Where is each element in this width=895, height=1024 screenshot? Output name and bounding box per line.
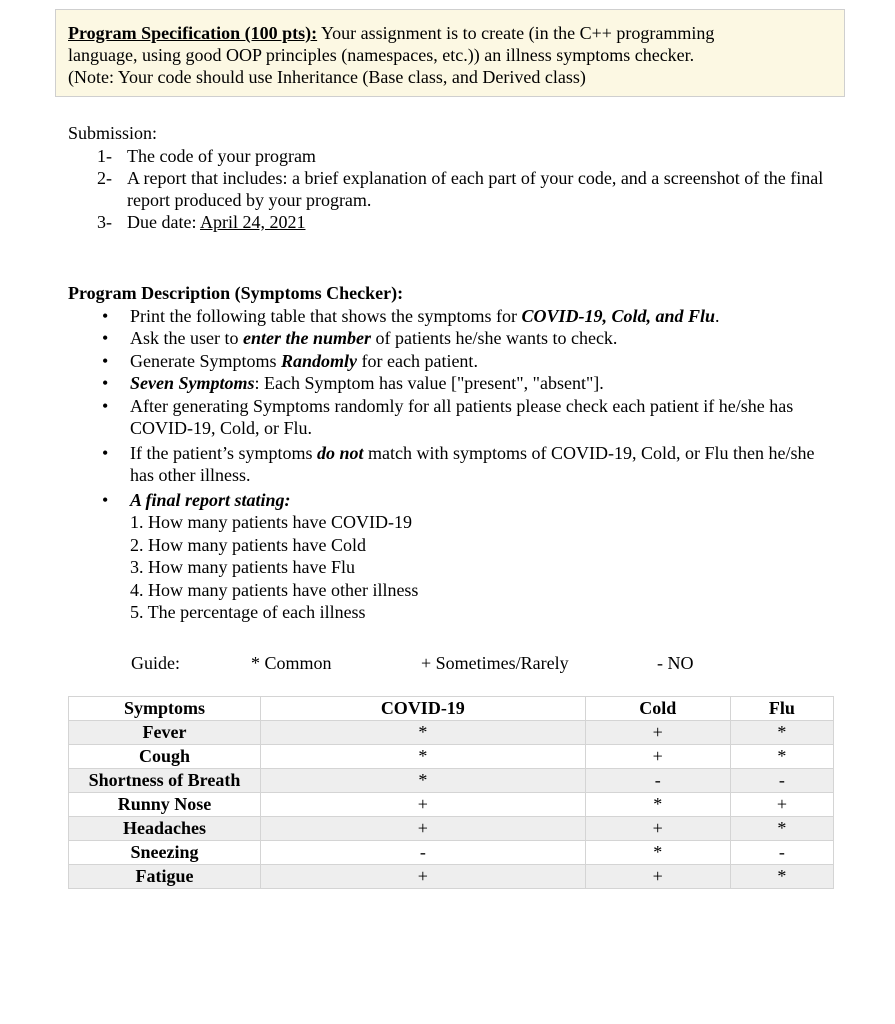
text-run: Print the following table that shows the symptoms for: [130, 305, 522, 326]
text-run: : Each Symptom has value ["present", "absent"].: [254, 373, 604, 393]
symptom-name: Headaches: [69, 817, 261, 841]
symptom-name: Sneezing: [69, 841, 261, 865]
header-cold: Cold: [585, 697, 730, 721]
covid-cell: +: [261, 817, 586, 841]
report-item: 2. How many patients have Cold: [130, 534, 366, 555]
header-covid: COVID-19: [261, 697, 586, 721]
emphasis: Randomly: [280, 350, 357, 371]
header-symptoms: Symptoms: [69, 697, 261, 721]
symptom-name: Cough: [69, 745, 261, 769]
spec-line-1: [68, 22, 832, 44]
text-run: Generate Symptoms: [130, 350, 281, 371]
table-row: [69, 841, 834, 865]
item-number: 1-: [97, 146, 112, 166]
item-text: A report that includes: a brief explanation of each part of your code, and a screenshot of the final report produced by your program.: [127, 168, 824, 210]
item-text: [127, 211, 837, 233]
table-row: [69, 721, 834, 745]
cold-cell: +: [585, 865, 730, 889]
bullet-text: [130, 327, 838, 350]
bullet-item: [102, 489, 838, 512]
report-item: 5. The percentage of each illness: [130, 602, 366, 622]
bullet-icon: •: [102, 395, 109, 416]
table-row: [69, 793, 834, 817]
report-item: 1. How many patients have COVID-19: [130, 512, 412, 532]
flu-cell: *: [730, 865, 833, 889]
guide-common: * Common: [251, 653, 332, 673]
symptom-name: Fatigue: [69, 865, 261, 889]
emphasis: Seven Symptoms: [130, 373, 255, 393]
bullet-icon: •: [102, 350, 109, 371]
bullet-item: [102, 350, 838, 373]
submission-title: Submission:: [68, 123, 158, 143]
symptoms-table: [68, 696, 834, 889]
guide-label: Guide:: [131, 653, 180, 673]
emphasis: COVID-19, Cold, and Flu: [521, 305, 716, 326]
emphasis: A final report stating:: [130, 489, 291, 510]
flu-cell: *: [730, 745, 833, 769]
flu-cell: *: [730, 721, 833, 745]
item-number: 3-: [97, 212, 112, 232]
bullet-text: [130, 442, 838, 487]
guide-sometimes: + Sometimes/Rarely: [421, 653, 569, 673]
covid-cell: +: [261, 865, 586, 889]
bullet-item: [102, 442, 838, 487]
bullet-item: [102, 327, 838, 350]
spec-line-2: language, using good OOP principles (namespaces, etc.)) an illness symptoms checker.: [68, 45, 695, 65]
cold-cell: +: [585, 745, 730, 769]
report-item: 3. How many patients have Flu: [130, 557, 355, 577]
symptom-name: Fever: [69, 721, 261, 745]
cold-cell: +: [585, 817, 730, 841]
text-run: for each patient.: [357, 350, 478, 371]
text-run: Ask the user to: [130, 328, 243, 348]
flu-cell: -: [730, 841, 833, 865]
emphasis: enter the number: [242, 328, 371, 348]
bullet-icon: •: [102, 442, 109, 463]
report-item: 4. How many patients have other illness: [130, 579, 419, 600]
program-specification-box: [55, 9, 845, 97]
text-run: .: [715, 305, 720, 326]
due-date-label: Due date:: [127, 212, 200, 232]
bullet-icon: •: [102, 489, 109, 510]
submission-list: [97, 145, 837, 233]
flu-cell: *: [730, 817, 833, 841]
covid-cell: *: [261, 721, 586, 745]
cold-cell: -: [585, 769, 730, 793]
bullet-text: [130, 350, 838, 373]
symptom-name: Runny Nose: [69, 793, 261, 817]
item-number: 2-: [97, 168, 112, 188]
bullet-icon: •: [102, 328, 109, 348]
spec-label: Program Specification (100 pts):: [68, 23, 318, 43]
bullet-item: [102, 372, 838, 395]
text-run: match with symptoms of COVID-19, Cold, or Flu then he/she has other illness.: [130, 442, 815, 485]
table-row: [69, 865, 834, 889]
submission-item: [97, 167, 837, 211]
bullet-text: [130, 489, 838, 512]
covid-cell: *: [261, 745, 586, 769]
covid-cell: -: [261, 841, 586, 865]
submission-item: [97, 145, 837, 167]
spec-line-1-text: Your assignment is to create (in the C++ programming: [317, 23, 715, 43]
cold-cell: *: [585, 841, 730, 865]
guide-no: - NO: [657, 653, 694, 673]
submission-item: [97, 211, 837, 233]
covid-cell: *: [261, 769, 586, 793]
symptom-name: Shortness of Breath: [69, 769, 261, 793]
report-list: [130, 511, 838, 624]
table-row: [69, 817, 834, 841]
bullet-text: [130, 372, 838, 395]
spec-line-3: (Note: Your code should use Inheritance (Base class, and Derived class): [68, 67, 586, 87]
bullet-icon: •: [102, 373, 109, 393]
bullet-item: [102, 395, 838, 440]
text-run: of patients he/she wants to check.: [371, 328, 618, 348]
table-row: [69, 769, 834, 793]
bullet-text: After generating Symptoms randomly for all patients please check each patient if he/she has COVID-19, Cold, or Flu.: [130, 395, 794, 438]
table-header-row: [69, 697, 834, 721]
covid-cell: +: [261, 793, 586, 817]
description-title: Program Description (Symptoms Checker):: [68, 283, 404, 303]
bullet-text: [130, 305, 838, 328]
bullet-item: [102, 305, 838, 328]
cold-cell: *: [585, 793, 730, 817]
item-text: The code of your program: [127, 146, 316, 166]
bullet-icon: •: [102, 305, 109, 326]
due-date: April 24, 2021: [199, 212, 306, 232]
text-run: If the patient’s symptoms: [130, 442, 317, 463]
emphasis: do not: [316, 442, 364, 463]
program-description: [68, 282, 838, 624]
table-row: [69, 745, 834, 769]
flu-cell: -: [730, 769, 833, 793]
flu-cell: +: [730, 793, 833, 817]
header-flu: Flu: [730, 697, 833, 721]
cold-cell: +: [585, 721, 730, 745]
